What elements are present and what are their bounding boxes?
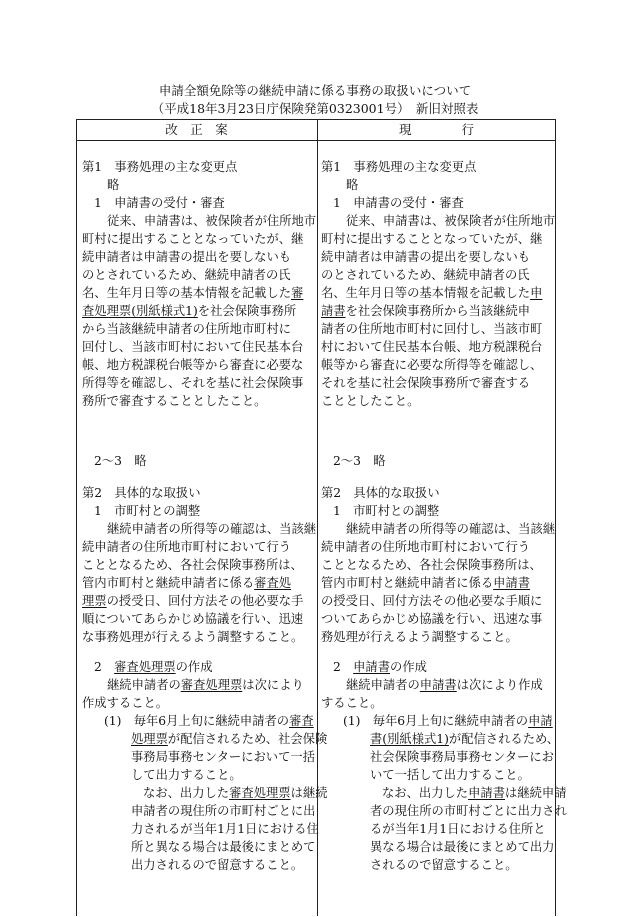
section-2-1-heading: 1 市町村との調整 <box>333 504 440 518</box>
current-column <box>321 141 567 917</box>
text-segment: なお、出力した <box>382 786 469 800</box>
paragraph-line: のとされているため、継続申請者の氏 <box>321 268 530 282</box>
header-proposed: 改 正 案 <box>165 122 228 137</box>
comparison-table <box>76 119 567 916</box>
section-1-1-heading: 1 申請書の受付・審査 <box>333 196 464 210</box>
section-1-omitted: 略 <box>346 178 359 192</box>
section-1-2-3-omitted: 2～3 略 <box>333 454 386 468</box>
text-segment: 継続申請者の <box>346 678 420 692</box>
paragraph-line <box>143 784 328 802</box>
paragraph-line: るが当年1月1日における住所と <box>370 822 546 836</box>
section-1-omitted: 略 <box>107 178 120 192</box>
paragraph-line: 町村に提出することとなっていたが、継 <box>321 232 543 246</box>
text-segment: 2 <box>94 660 115 674</box>
text-segment: の授受日、回付方法その他必要な手 <box>106 594 304 608</box>
paragraph-line: の授受日、回付方法その他必要な手順に <box>321 594 543 608</box>
paragraph-line <box>82 284 303 302</box>
document-title: 申請全額免除等の継続申請に係る事務の取扱いについて <box>158 83 472 98</box>
paragraph-line: 所得等を確認し、それを基に社会保険事 <box>82 376 304 390</box>
paragraph-line: 務所で審査することとしたこと。 <box>82 394 267 408</box>
paragraph-line <box>131 730 327 748</box>
current-text: 申請書 <box>419 678 457 692</box>
text-segment: の作成 <box>390 660 427 674</box>
paragraph-line: それを基に社会保険事務所で審査する <box>321 376 531 390</box>
amended-text: 審 <box>291 286 304 300</box>
paragraph-line: 出力されるので留意すること。 <box>131 858 304 872</box>
text-segment: は次により作成 <box>456 678 543 692</box>
current-text: 請書 <box>321 304 346 318</box>
paragraph-line <box>82 592 303 610</box>
paragraph-line: 従来、申請書は、被保険者が住所地市 <box>346 214 556 228</box>
current-text: 申請書 <box>353 660 391 674</box>
document-subtitle: （平成18年3月23日庁保険発第0323001号） 新旧対照表 <box>151 101 479 116</box>
paragraph-line: 続申請者は申請書の提出を要しないも <box>321 250 531 264</box>
paragraph-line: 作成すること。 <box>82 696 169 710</box>
paragraph-line: 帳、地方税課税台帳等から審査に必要な <box>82 358 304 372</box>
paragraph-line: な事務処理が行えるよう調整すること。 <box>82 630 304 644</box>
amended-text: 審査処理票 <box>180 678 243 692</box>
text-segment: 管内市町村と継続申請者に係る <box>321 576 494 590</box>
paragraph-line: 異なる場合は最後にまとめて出力 <box>370 840 555 854</box>
text-segment: 名、生年月日等の基本情報を記載した <box>321 286 531 300</box>
section-2-heading: 第2 具体的な取扱い <box>82 486 201 500</box>
paragraph-line: 回付し、当該市町村において住民基本台 <box>82 340 304 354</box>
text-segment: が配信されるため、社会保険 <box>167 732 328 746</box>
paragraph-line: して出力すること。 <box>131 768 242 782</box>
paragraph-line <box>346 676 543 694</box>
paragraph-line: 続申請者の住所地市町村において行う <box>82 540 292 554</box>
paragraph-line: 社会保険事務局事務センターにお <box>370 750 554 764</box>
paragraph-line: 続申請者の住所地市町村において行う <box>321 540 531 554</box>
paragraph-line: 務処理が行えるよう調整すること。 <box>321 630 518 644</box>
paragraph-line: 所と異なる場合は最後にまとめて <box>131 840 316 854</box>
text-segment: 名、生年月日等の基本情報を記載した <box>82 286 292 300</box>
paragraph-line <box>82 302 296 320</box>
text-segment: (1) 毎年6月上旬に継続申請者の <box>104 714 290 728</box>
current-text: 申請 <box>528 714 553 728</box>
paragraph-line: こととなるため、各社会保険事務所は、 <box>321 558 542 572</box>
paragraph-line: ついてあらかじめ協議を行い、迅速な事 <box>321 612 543 626</box>
section-2-2-heading <box>333 658 427 676</box>
paragraph-line: 継続申請者の所得等の確認は、当該継 <box>346 522 556 536</box>
paragraph-line: のとされているため、継続申請者の氏 <box>82 268 291 282</box>
text-segment: 管内市町村と継続申請者に係る <box>82 576 255 590</box>
paragraph-line: されるので留意すること。 <box>370 858 518 872</box>
amended-text: 審査 <box>289 714 314 728</box>
table-header <box>77 120 555 141</box>
current-text: 申請書 <box>493 576 531 590</box>
paragraph-line: 事務局事務センターにおいて一括 <box>131 750 315 764</box>
paragraph-line: 申請者の現住所の市町村ごとに出 <box>131 804 316 818</box>
text-segment: を社会保険事務所から当該継続申 <box>345 304 531 318</box>
current-text: 申 <box>530 286 543 300</box>
paragraph-line: 続申請者は申請書の提出を要しないも <box>82 250 292 264</box>
paragraph-line: 町村に提出することとなっていたが、継 <box>82 232 304 246</box>
text-segment: 2 <box>333 660 354 674</box>
text-segment: なお、出力した <box>143 786 230 800</box>
paragraph-line <box>321 284 542 302</box>
paragraph-line <box>82 574 291 592</box>
amended-text: 理票 <box>82 594 107 608</box>
amended-text: 査処理票(別紙様式1) <box>82 304 198 318</box>
paragraph-line: こととなるため、各社会保険事務所は、 <box>82 558 303 572</box>
paragraph-line: 継続申請者の所得等の確認は、当該継 <box>107 522 317 536</box>
proposed-column <box>82 141 328 917</box>
section-1-2-3-omitted: 2～3 略 <box>94 454 147 468</box>
text-segment: の作成 <box>175 660 213 674</box>
paragraph-line: から当該継続申請者の住所地市町村に <box>82 322 292 336</box>
section-1-heading: 第1 事務処理の主な変更点 <box>82 160 238 174</box>
text-segment: (1) 毎年6月上旬に継続申請者の <box>343 714 529 728</box>
current-text: 書(別紙様式1) <box>370 732 449 746</box>
text-segment: は継続 <box>290 786 328 800</box>
paragraph-line: 請者の住所地市町村に回付し、当該市町 <box>321 322 543 336</box>
paragraph-line <box>321 302 530 320</box>
text-segment: は継続申請 <box>505 786 567 800</box>
paragraph-line <box>321 574 530 592</box>
text-segment: は次により <box>242 678 304 692</box>
paragraph-line <box>104 712 314 730</box>
paragraph-line: こととしたこと。 <box>321 394 420 408</box>
paragraph-line: 力されるが当年1月1日における住 <box>131 822 319 836</box>
paragraph-line: 帳等から審査に必要な所得等を確認し、 <box>321 358 543 372</box>
amended-text: 審査処理票 <box>114 660 176 674</box>
paragraph-line <box>343 712 553 730</box>
section-1-heading: 第1 事務処理の主な変更点 <box>321 160 477 174</box>
text-segment: が配信されるため、 <box>448 732 560 746</box>
amended-text: 審査処理票 <box>229 786 291 800</box>
paragraph-line: 者の現住所の市町村ごとに出力され <box>370 804 567 818</box>
paragraph-line: いて一括して出力すること。 <box>370 768 530 782</box>
paragraph-line: 従来、申請書は、被保険者が住所地市 <box>107 214 317 228</box>
section-2-heading: 第2 具体的な取扱い <box>321 486 440 500</box>
text-segment: 継続申請者の <box>107 678 181 692</box>
paragraph-line: 村において住民基本台帳、地方税課税台 <box>321 340 543 354</box>
paragraph-line: 順についてあらかじめ協議を行い、迅速 <box>82 612 304 626</box>
amended-text: 処理票 <box>131 732 168 746</box>
section-1-1-heading: 1 申請書の受付・審査 <box>94 196 225 210</box>
current-text: 申請書 <box>468 786 505 800</box>
section-2-2-heading <box>94 658 213 676</box>
header-current: 現 行 <box>398 122 474 137</box>
section-2-1-heading: 1 市町村との調整 <box>94 504 201 518</box>
paragraph-line <box>107 676 304 694</box>
paragraph-line: すること。 <box>321 696 383 710</box>
paragraph-line <box>370 730 559 748</box>
text-segment: を社会保険事務所 <box>197 304 297 318</box>
amended-text: 審査処 <box>254 576 292 590</box>
paragraph-line <box>382 784 567 802</box>
